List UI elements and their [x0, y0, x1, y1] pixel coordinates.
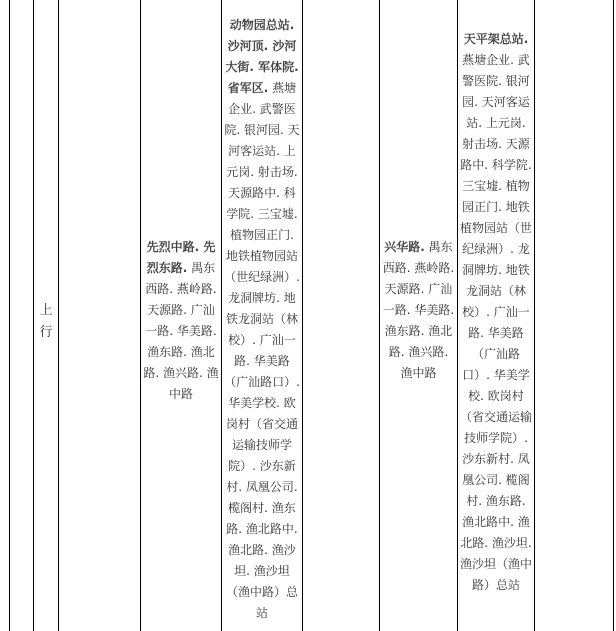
stops-xinghua-start: 兴华路.: [384, 240, 425, 254]
stops-xianlie-cell: [143, 237, 219, 405]
table-grid-line: [58, 0, 59, 631]
stops-zoo-list: 燕塘企业. 武警医院. 银河园. 天河客运站. 上元岗. 射击场. 天源路中. 科学院. 三宝墟. 植物园正门. 地铁植物园站（世纪绿洲）. 龙洞牌坊. 地铁龙洞站（林校）. 广汕一路. 华美路（广汕路口）. 华美学校. 欧岗村（省交通运输技师学院）. 沙东新村. 凤凰公司. 榄阁村. 渔东路. 渔北路中. 渔北路. 渔沙坦. 渔沙坦（渔中路）总站: [224, 81, 300, 620]
stops-tianpingjia-cell: [460, 29, 532, 596]
stops-xinghua-cell: [382, 237, 455, 384]
table-grid-line: [9, 0, 10, 631]
table-grid-line: [613, 0, 614, 631]
stops-zoo-start: 动物园总站. 沙河顶. 沙河大街. 军体院. 省军区.: [225, 18, 299, 95]
stops-xianlie-list: 禺东西路. 燕岭路. 天源路. 广汕一路. 华美路. 渔东路. 渔北路. 渔兴路. 渔中路: [143, 261, 219, 401]
table-grid-line: [302, 0, 303, 631]
direction-label: 上行: [39, 303, 53, 340]
table-grid-line: [221, 0, 222, 631]
table-grid-line: [140, 0, 141, 631]
table-grid-line: [379, 0, 380, 631]
stops-zoo-cell: [224, 15, 300, 624]
table-grid-line: [534, 0, 535, 631]
stops-xianlie-start: 先烈中路. 先烈东路.: [146, 240, 216, 275]
stops-xinghua-list: 禺东西路. 燕岭路. 天源路. 广汕一路. 华美路. 渔东路. 渔北路. 渔兴路. 渔中路: [382, 240, 455, 380]
stops-tianpingjia-start: 天平架总站.: [463, 32, 529, 46]
stops-tianpingjia-list: 燕塘企业. 武警医院. 银河园. 天河客运站. 上元岗. 射击场. 天源路中. 科学院. 三宝墟. 植物园正门. 地铁植物园站（世纪绿洲）. 龙洞牌坊. 地铁龙洞站（林校）. 广汕一路. 华美路（广汕路口）. 华美学校. 欧岗村（省交通运输技师学院）. 沙东新村. 凤凰公司. 榄阁村. 渔东路. 渔北路中. 渔北路. 渔沙坦. 渔沙坦（渔中路）总站: [460, 53, 533, 592]
table-grid-line: [457, 0, 458, 631]
